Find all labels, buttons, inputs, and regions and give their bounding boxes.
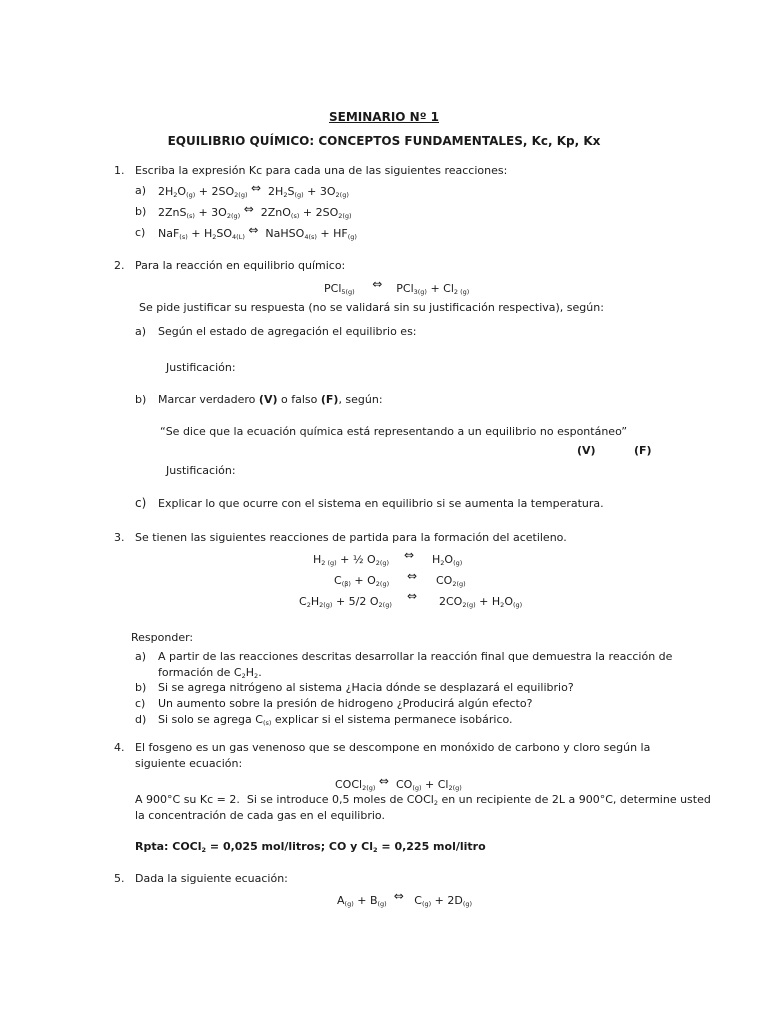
q4-problem-line-1: A 900°C su Kc = 2. Si se introduce 0,5 moles de COCl$_2$ en un recipiente de 2L a 900°C, determine usted <box>135 793 711 807</box>
q4-reaction: COCl$_{2(g)}$ ⇔ $CO_{(g)} + Cl_{2(g)}$ <box>335 774 462 792</box>
q1-reaction-a: $2H_2O_{(g)} + 2SO_{2(g)}$ ⇔ $2H_2S_{(g)} + 3O_{2(g)}$ <box>158 181 349 199</box>
equilibrium-arrow-icon: ⇔ <box>393 889 404 903</box>
q4-line-1: El fosgeno es un gas venenoso que se descompone en monóxido de carbono y cloro según la <box>135 741 651 754</box>
q2-number: 2. <box>114 259 125 272</box>
equilibrium-arrow-icon: ⇔ <box>251 181 262 195</box>
q3-reaction-2-right: $CO_{2(g)}$ <box>436 574 466 588</box>
equilibrium-arrow-icon: ⇔ <box>407 589 418 603</box>
q5-number: 5. <box>114 872 125 885</box>
q2-item-b-label: b) <box>135 393 147 406</box>
seminar-title: SEMINARIO Nº 1 <box>329 110 439 124</box>
q3-item-d-text: Si solo se agrega $C_{(s)}$ explicar si el sistema permanece isobárico. <box>158 713 513 727</box>
q1-reaction-c: $NaF_{(s)} + H_2SO_{4(L)}$ ⇔ NaHSO$_{4(s)}$ + $HF_{(g)}$ <box>158 223 357 241</box>
q2-text: Para la reacción en equilibrio químico: <box>135 259 346 272</box>
q4-number: 4. <box>114 741 125 754</box>
equilibrium-arrow-icon: ⇔ <box>372 277 383 291</box>
q2-b-text-part-2: o falso <box>281 393 318 406</box>
q2-b-text-part-1: Marcar verdadero <box>158 393 256 406</box>
q3-item-b-text: Si se agrega nitrógeno al sistema ¿Hacia dónde se desplazará el equilibrio? <box>158 681 574 694</box>
q3-reaction-1-left: $H_{2 (g)}$ + ½ $O_{2(g)}$ <box>313 553 390 567</box>
q3-number: 3. <box>114 531 125 544</box>
q2-item-a-text: Según el estado de agregación el equilibrio es: <box>158 325 417 338</box>
q4-line-2: siguiente ecuación: <box>135 757 243 770</box>
q3-text: Se tienen las siguientes reacciones de partida para la formación del acetileno. <box>135 531 567 544</box>
q3-item-a-line2: formación de $C_2H_2$. <box>158 666 262 680</box>
q2-item-c-text: Explicar lo que ocurre con el sistema en equilibrio si se aumenta la temperatura. <box>158 497 604 510</box>
q5-reaction: $A_{(g)} + B_{(g)}$ ⇔ $C_{(g)} + 2D_{(g)}$ <box>337 889 473 908</box>
q2-quote: “Se dice que la ecuación química está representando a un equilibrio no espontáneo” <box>160 425 628 438</box>
equilibrium-arrow-icon: ⇔ <box>407 569 418 583</box>
q2-b-false-mark: (F) <box>320 393 339 406</box>
q2-f-option: (F) <box>634 444 652 457</box>
q3-item-b-label: b) <box>135 681 147 694</box>
q2-v-option: (V) <box>577 444 596 457</box>
q5-text: Dada la siguiente ecuación: <box>135 872 288 885</box>
q1-item-a-label: a) <box>135 184 147 197</box>
q2-justification-2: Justificación: <box>166 464 236 477</box>
q2-item-c-label: c) <box>135 496 147 510</box>
q1-item-b-label: b) <box>135 205 147 218</box>
equilibrium-arrow-icon: ⇔ <box>404 548 415 562</box>
q2-justify-instruction: Se pide justificar su respuesta (no se validará sin su justificación respectiva), según: <box>139 301 604 314</box>
q3-item-a-line1: A partir de las reacciones descritas desarrollar la reacción final que demuestra la reacción de <box>158 650 673 663</box>
q4-answer: Rpta: COCl$_2$ = 0,025 mol/litros; CO y $Cl_2 = 0,225$ mol/litro <box>135 840 486 854</box>
q4-problem-line-2: la concentración de cada gas en el equilibrio. <box>135 809 385 822</box>
q2-b-true-mark: (V) <box>258 393 278 406</box>
equilibrium-arrow-icon: ⇔ <box>248 223 259 237</box>
q3-respond-label: Responder: <box>131 631 194 644</box>
q2-b-text-part-3: , según: <box>338 393 383 406</box>
q3-reaction-2-left: $C_{(\beta)} + O_{2(g)}$ <box>334 574 390 588</box>
q1-reaction-b: $2ZnS_{(s)} + 3O_{2(g)}$ ⇔ $2ZnO_{(s)} + 2SO_{2(g)}$ <box>158 202 352 220</box>
equilibrium-arrow-icon: ⇔ <box>378 774 389 788</box>
q3-item-c-label: c) <box>135 697 146 710</box>
q1-text: Escriba la expresión Kc para cada una de las siguientes reacciones: <box>135 164 508 177</box>
q3-item-c-text: Un aumento sobre la presión de hidrogeno ¿Producirá algún efecto? <box>158 697 533 710</box>
q3-reaction-3-right: $2CO_{2(g)} + H_2O_{(g)}$ <box>439 595 523 609</box>
q1-number: 1. <box>114 164 125 177</box>
page-subtitle: EQUILIBRIO QUÍMICO: CONCEPTOS FUNDAMENTALES, Kc, Kp, Kx <box>167 134 601 148</box>
equilibrium-arrow-icon: ⇔ <box>243 202 254 216</box>
q1-item-c-label: c) <box>135 226 146 239</box>
q3-item-a-label: a) <box>135 650 147 663</box>
q3-reaction-3-left: $C_2H_{2(g)} + 5/2$ $O_{2(g)}$ <box>299 595 392 609</box>
q2-reaction: PCl$_{5(g)}$ ⇔ $PCl_{3(g)} + Cl_{2 (g)}$ <box>324 277 470 296</box>
q2-item-a-label: a) <box>135 325 147 338</box>
q3-reaction-1-right: $H_2O_{(g)}$ <box>432 553 463 567</box>
q3-item-d-label: d) <box>135 713 147 726</box>
q2-justification-1: Justificación: <box>166 361 236 374</box>
q2-item-b-text <box>158 393 383 407</box>
